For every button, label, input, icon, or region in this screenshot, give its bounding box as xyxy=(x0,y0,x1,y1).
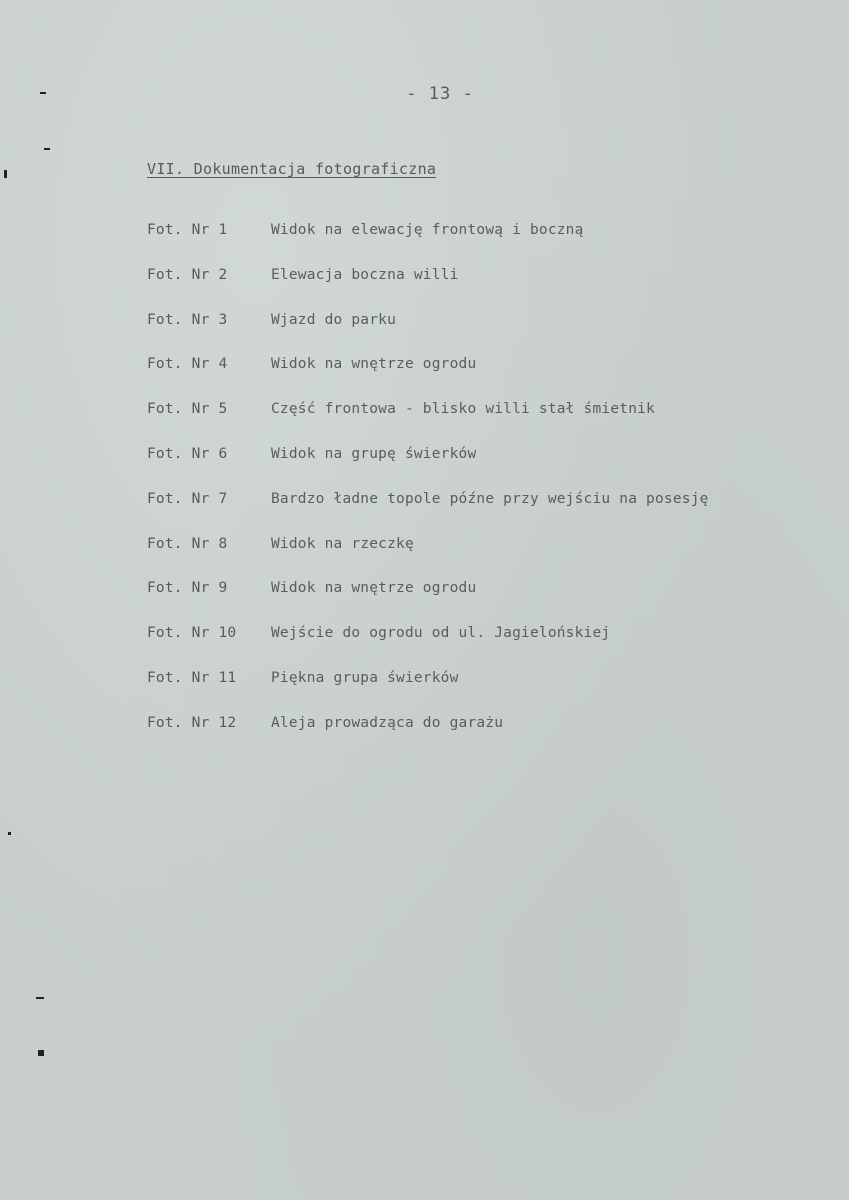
photo-description: Wejście do ogrodu od ul. Jagielońskiej xyxy=(271,625,611,642)
photo-description: Widok na elewację frontową i boczną xyxy=(271,222,584,238)
photo-list xyxy=(147,222,827,760)
photo-description: Widok na wnętrze ogrodu xyxy=(271,356,477,373)
section-heading: VII. Dokumentacja fotograficzna xyxy=(147,160,437,178)
photo-number: Fot. Nr 2 xyxy=(147,266,228,283)
photo-number: Fot. Nr 11 xyxy=(147,669,237,686)
photo-description: Widok na grupę świerków xyxy=(271,445,477,462)
photo-description: Piękna grupa świerków xyxy=(271,669,459,686)
list-item xyxy=(147,222,827,267)
photo-number: Fot. Nr 10 xyxy=(147,625,237,642)
page-number: - 13 - xyxy=(406,84,474,104)
margin-mark xyxy=(4,170,7,178)
photo-number: Fot. Nr 5 xyxy=(147,401,228,418)
photo-number: Fot. Nr 3 xyxy=(147,311,228,328)
margin-mark xyxy=(8,832,11,835)
list-item xyxy=(147,356,827,401)
list-item xyxy=(147,401,827,446)
photo-number: Fot. Nr 9 xyxy=(147,580,228,597)
margin-mark xyxy=(36,997,44,999)
photo-description: Aleja prowadząca do garażu xyxy=(271,714,504,731)
list-item xyxy=(147,625,827,670)
photo-description: Elewacja boczna willi xyxy=(271,266,459,283)
margin-mark xyxy=(38,1050,44,1056)
list-item xyxy=(147,536,827,581)
photo-description: Część frontowa - blisko willi stał śmietnik xyxy=(271,401,655,418)
list-item xyxy=(147,491,827,536)
photo-description: Widok na rzeczkę xyxy=(271,535,414,552)
list-item xyxy=(147,267,827,312)
list-item xyxy=(147,312,827,357)
list-item xyxy=(147,715,827,760)
list-item xyxy=(147,670,827,715)
photo-number: Fot. Nr 12 xyxy=(147,714,237,731)
photo-number: Fot. Nr 8 xyxy=(147,535,228,552)
list-item xyxy=(147,446,827,491)
photo-number: Fot. Nr 4 xyxy=(147,356,228,373)
list-item xyxy=(147,580,827,625)
photo-number: Fot. Nr 1 xyxy=(147,222,228,238)
margin-mark xyxy=(44,148,50,150)
photo-description: Wjazd do parku xyxy=(271,311,397,328)
photo-number: Fot. Nr 6 xyxy=(147,445,228,462)
photo-description: Widok na wnętrze ogrodu xyxy=(271,580,477,597)
photo-description: Bardzo ładne topole późne przy wejściu na posesję xyxy=(271,490,709,507)
photo-number: Fot. Nr 7 xyxy=(147,490,228,507)
